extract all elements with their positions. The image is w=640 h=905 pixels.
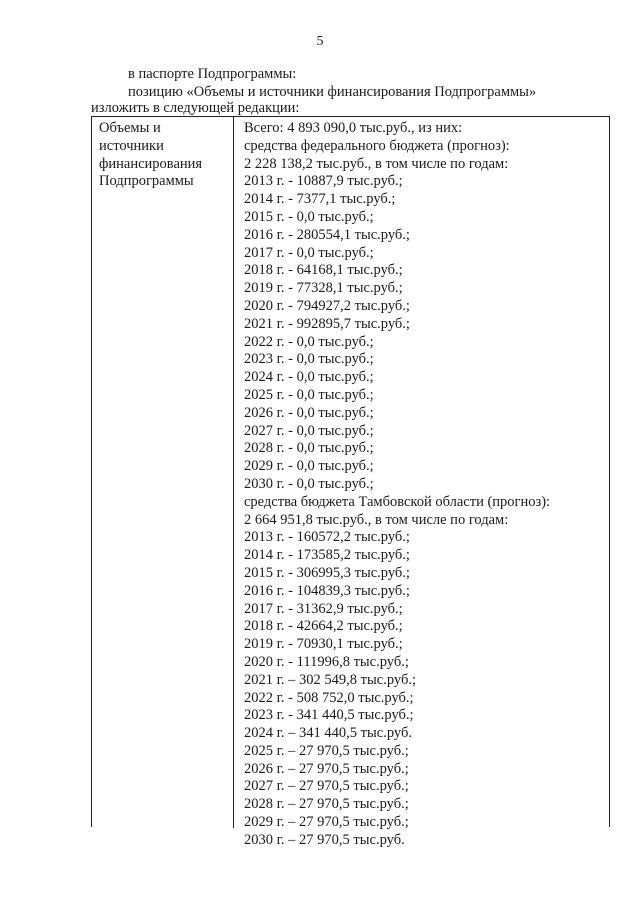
funding-line: 2022 г. - 508 752,0 тыс.руб.;	[244, 689, 414, 706]
funding-line: 2016 г. - 104839,3 тыс.руб.;	[244, 582, 410, 599]
funding-line: 2019 г. - 77328,1 тыс.руб.;	[244, 280, 403, 297]
funding-line: 2028 г. - 0,0 тыс.руб.;	[244, 440, 374, 457]
funding-line: 2 664 951,8 тыс.руб., в том числе по годам:	[244, 511, 509, 528]
intro-line-3: изложить в следующей редакции:	[91, 100, 300, 116]
funding-line: 2015 г. - 306995,3 тыс.руб.;	[244, 564, 410, 581]
funding-line: 2017 г. - 0,0 тыс.руб.;	[244, 244, 374, 261]
funding-line: 2025 г. – 27 970,5 тыс.руб.;	[244, 742, 409, 759]
funding-line: 2022 г. - 0,0 тыс.руб.;	[244, 333, 374, 350]
funding-line: 2024 г. – 341 440,5 тыс.руб.	[244, 725, 412, 742]
funding-line: Всего: 4 893 090,0 тыс.руб., из них:	[244, 120, 463, 136]
funding-line: 2021 г. – 302 549,8 тыс.руб.;	[244, 671, 416, 688]
position-name-line: источники	[99, 137, 164, 154]
funding-line: 2027 г. – 27 970,5 тыс.руб.;	[244, 778, 409, 795]
funding-line: 2014 г. - 173585,2 тыс.руб.;	[244, 547, 410, 564]
funding-line: 2026 г. - 0,0 тыс.руб.;	[244, 404, 374, 421]
funding-line: 2014 г. - 7377,1 тыс.руб.;	[244, 191, 396, 208]
funding-line: средства бюджета Тамбовской области (прогноз):	[244, 493, 551, 510]
funding-line: 2029 г. – 27 970,5 тыс.руб.;	[244, 814, 409, 831]
funding-line: 2016 г. - 280554,1 тыс.руб.;	[244, 226, 410, 243]
funding-line: 2 228 138,2 тыс.руб., в том числе по годам:	[244, 155, 509, 172]
funding-line: 2017 г. - 31362,9 тыс.руб.;	[244, 600, 403, 617]
funding-line: 2030 г. – 27 970,5 тыс.руб.	[244, 831, 405, 848]
funding-line: 2023 г. - 341 440,5 тыс.руб.;	[244, 707, 414, 724]
funding-details-cell	[244, 120, 604, 850]
funding-line: 2024 г. - 0,0 тыс.руб.;	[244, 369, 374, 386]
funding-line: 2030 г. - 0,0 тыс.руб.;	[244, 475, 374, 492]
page-number: 5	[316, 34, 324, 49]
funding-line: 2018 г. - 42664,2 тыс.руб.;	[244, 618, 403, 635]
funding-table	[91, 116, 610, 848]
funding-line: 2020 г. - 794927,2 тыс.руб.;	[244, 297, 410, 314]
funding-line: 2013 г. - 160572,2 тыс.руб.;	[244, 529, 410, 546]
funding-line: средства федерального бюджета (прогноз):	[244, 137, 510, 154]
funding-line: 2019 г. - 70930,1 тыс.руб.;	[244, 636, 403, 653]
funding-line: 2028 г. – 27 970,5 тыс.руб.;	[244, 796, 409, 813]
intro-line-1: в паспорте Подпрограммы:	[128, 66, 297, 82]
intro-line-2: позицию «Объемы и источники финансирования Подпрограммы»	[128, 84, 537, 100]
position-name-line: Объемы и	[99, 120, 161, 136]
funding-line: 2025 г. - 0,0 тыс.руб.;	[244, 386, 374, 403]
funding-line: 2013 г. - 10887,9 тыс.руб.;	[244, 173, 403, 190]
column-divider	[233, 117, 234, 828]
funding-line: 2026 г. – 27 970,5 тыс.руб.;	[244, 760, 409, 777]
funding-line: 2020 г. - 111996,8 тыс.руб.;	[244, 653, 409, 670]
position-name-line: Подпрограммы	[99, 173, 194, 190]
funding-line: 2029 г. - 0,0 тыс.руб.;	[244, 458, 374, 475]
position-name-cell	[99, 120, 229, 191]
funding-line: 2021 г. - 992895,7 тыс.руб.;	[244, 315, 410, 332]
funding-line: 2027 г. - 0,0 тыс.руб.;	[244, 422, 374, 439]
funding-line: 2023 г. - 0,0 тыс.руб.;	[244, 351, 374, 368]
funding-line: 2018 г. - 64168,1 тыс.руб.;	[244, 262, 403, 279]
funding-line: 2015 г. - 0,0 тыс.руб.;	[244, 208, 374, 225]
position-name-line: финансирования	[99, 155, 203, 172]
